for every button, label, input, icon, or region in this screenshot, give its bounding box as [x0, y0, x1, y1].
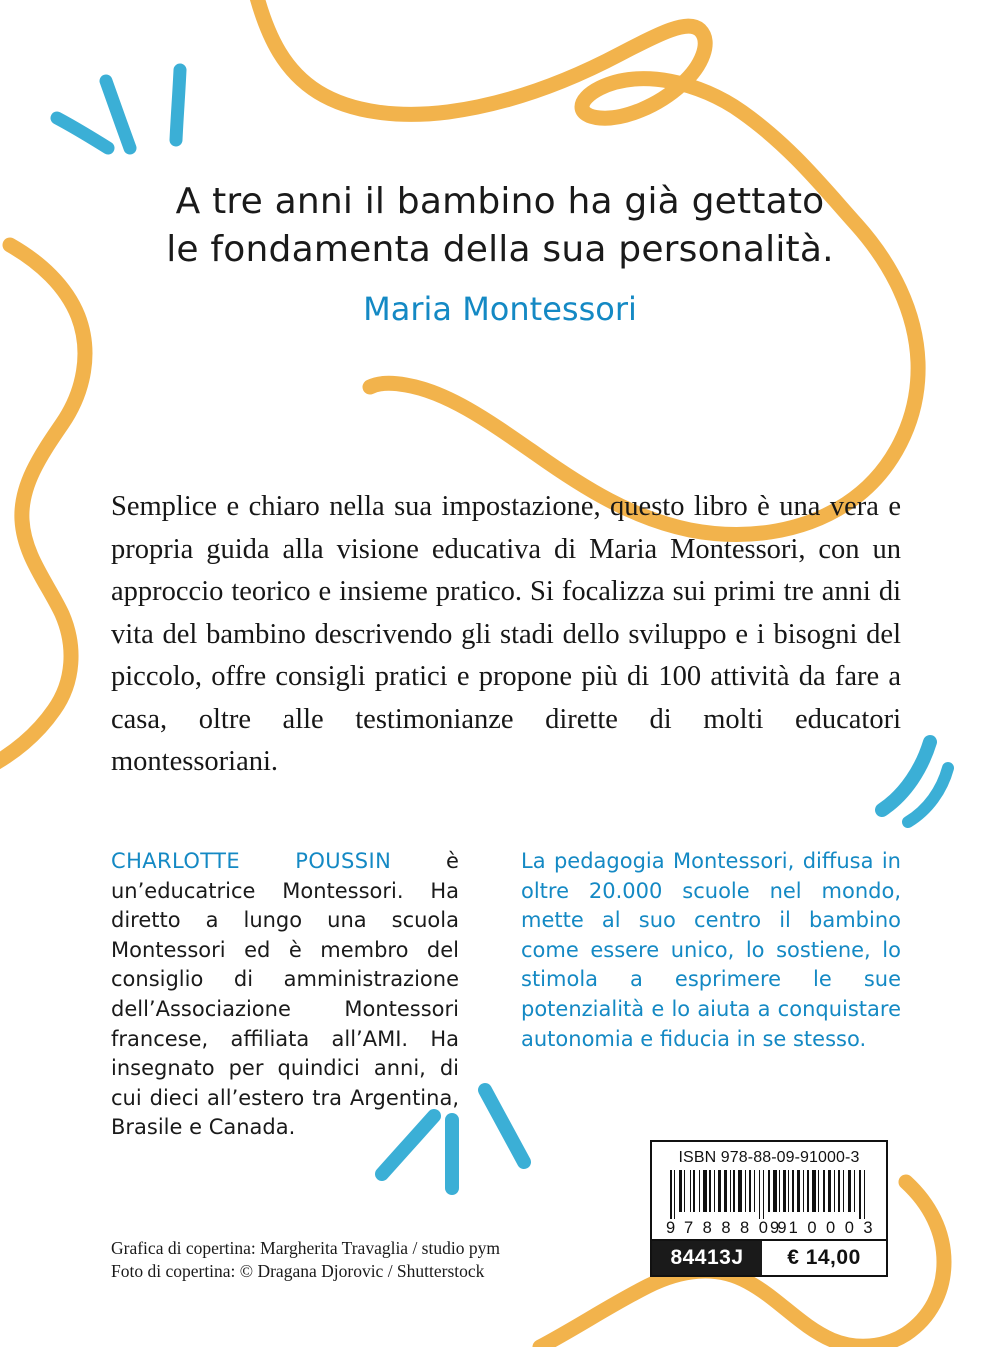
quote-block — [0, 178, 1000, 331]
author-name: CHARLOTTE POUSSIN — [111, 849, 392, 873]
barcode-footer — [652, 1239, 886, 1275]
author-bio-column — [111, 847, 459, 1143]
cover-credits — [111, 1237, 500, 1283]
book-description — [111, 486, 901, 784]
method-note-column — [521, 847, 901, 1143]
quote-author: Maria Montessori — [363, 290, 637, 328]
barcode-digits-group-2: 910003 — [770, 1219, 883, 1237]
quote-line-2: le fondamenta della sua personalità. — [166, 229, 834, 270]
credits-line-1: Grafica di copertina: Margherita Travaglia / studio pym — [111, 1238, 500, 1258]
barcode-block — [650, 1140, 888, 1277]
barcode-digits — [666, 1219, 883, 1240]
price-label: € 14,00 — [762, 1241, 886, 1275]
method-note-text: La pedagogia Montessori, diffusa in oltre 20.000 scuole nel mondo, mette al suo centro il bambino come essere unico, lo sostiene, lo stimola a esprimere le sue potenzialità e lo aiuta a conquistare autonomia e fiducia in se stesso. — [521, 849, 901, 1051]
barcode-digits-group-1: 788809 — [684, 1219, 797, 1237]
author-bio-text: è un’educatrice Montessori. Ha diretto a lungo una scuola Montessori ed è membro del consiglio di amministrazione dell’Associazione Montessori francese, affiliata all’AMI. Ha insegnato per quindici anni, di cui dieci all’estero tra Argentina, Brasile e Canada. — [111, 849, 459, 1140]
book-description-text: Semplice e chiaro nella sua impostazione, questo libro è una vera e propria guida alla visione educativa di Maria Montessori, con un approccio teorico e insieme pratico. Si focalizza sui primi tre anni di vita del bambino descrivendo gli stadi dello sviluppo e i bisogni del piccolo, offre consigli pratici e propone più di 100 attività da fare a casa, oltre alle testimonianze dirette di molti educatori montessoriani. — [111, 491, 901, 777]
quote-line-1: A tre anni il bambino ha già gettato — [175, 181, 825, 222]
barcode-bars — [666, 1170, 872, 1219]
bottom-columns — [111, 847, 901, 1143]
credits-line-2: Foto di copertina: © Dragana Djorovic / Shutterstock — [111, 1261, 485, 1281]
product-code: 84413J — [652, 1241, 762, 1275]
blue-brush-marks-top-left — [57, 70, 180, 148]
column-gap — [459, 847, 521, 1143]
isbn-label: ISBN 978-88-09-91000-3 — [678, 1149, 860, 1166]
barcode-digit-prefix: 9 — [666, 1219, 676, 1237]
